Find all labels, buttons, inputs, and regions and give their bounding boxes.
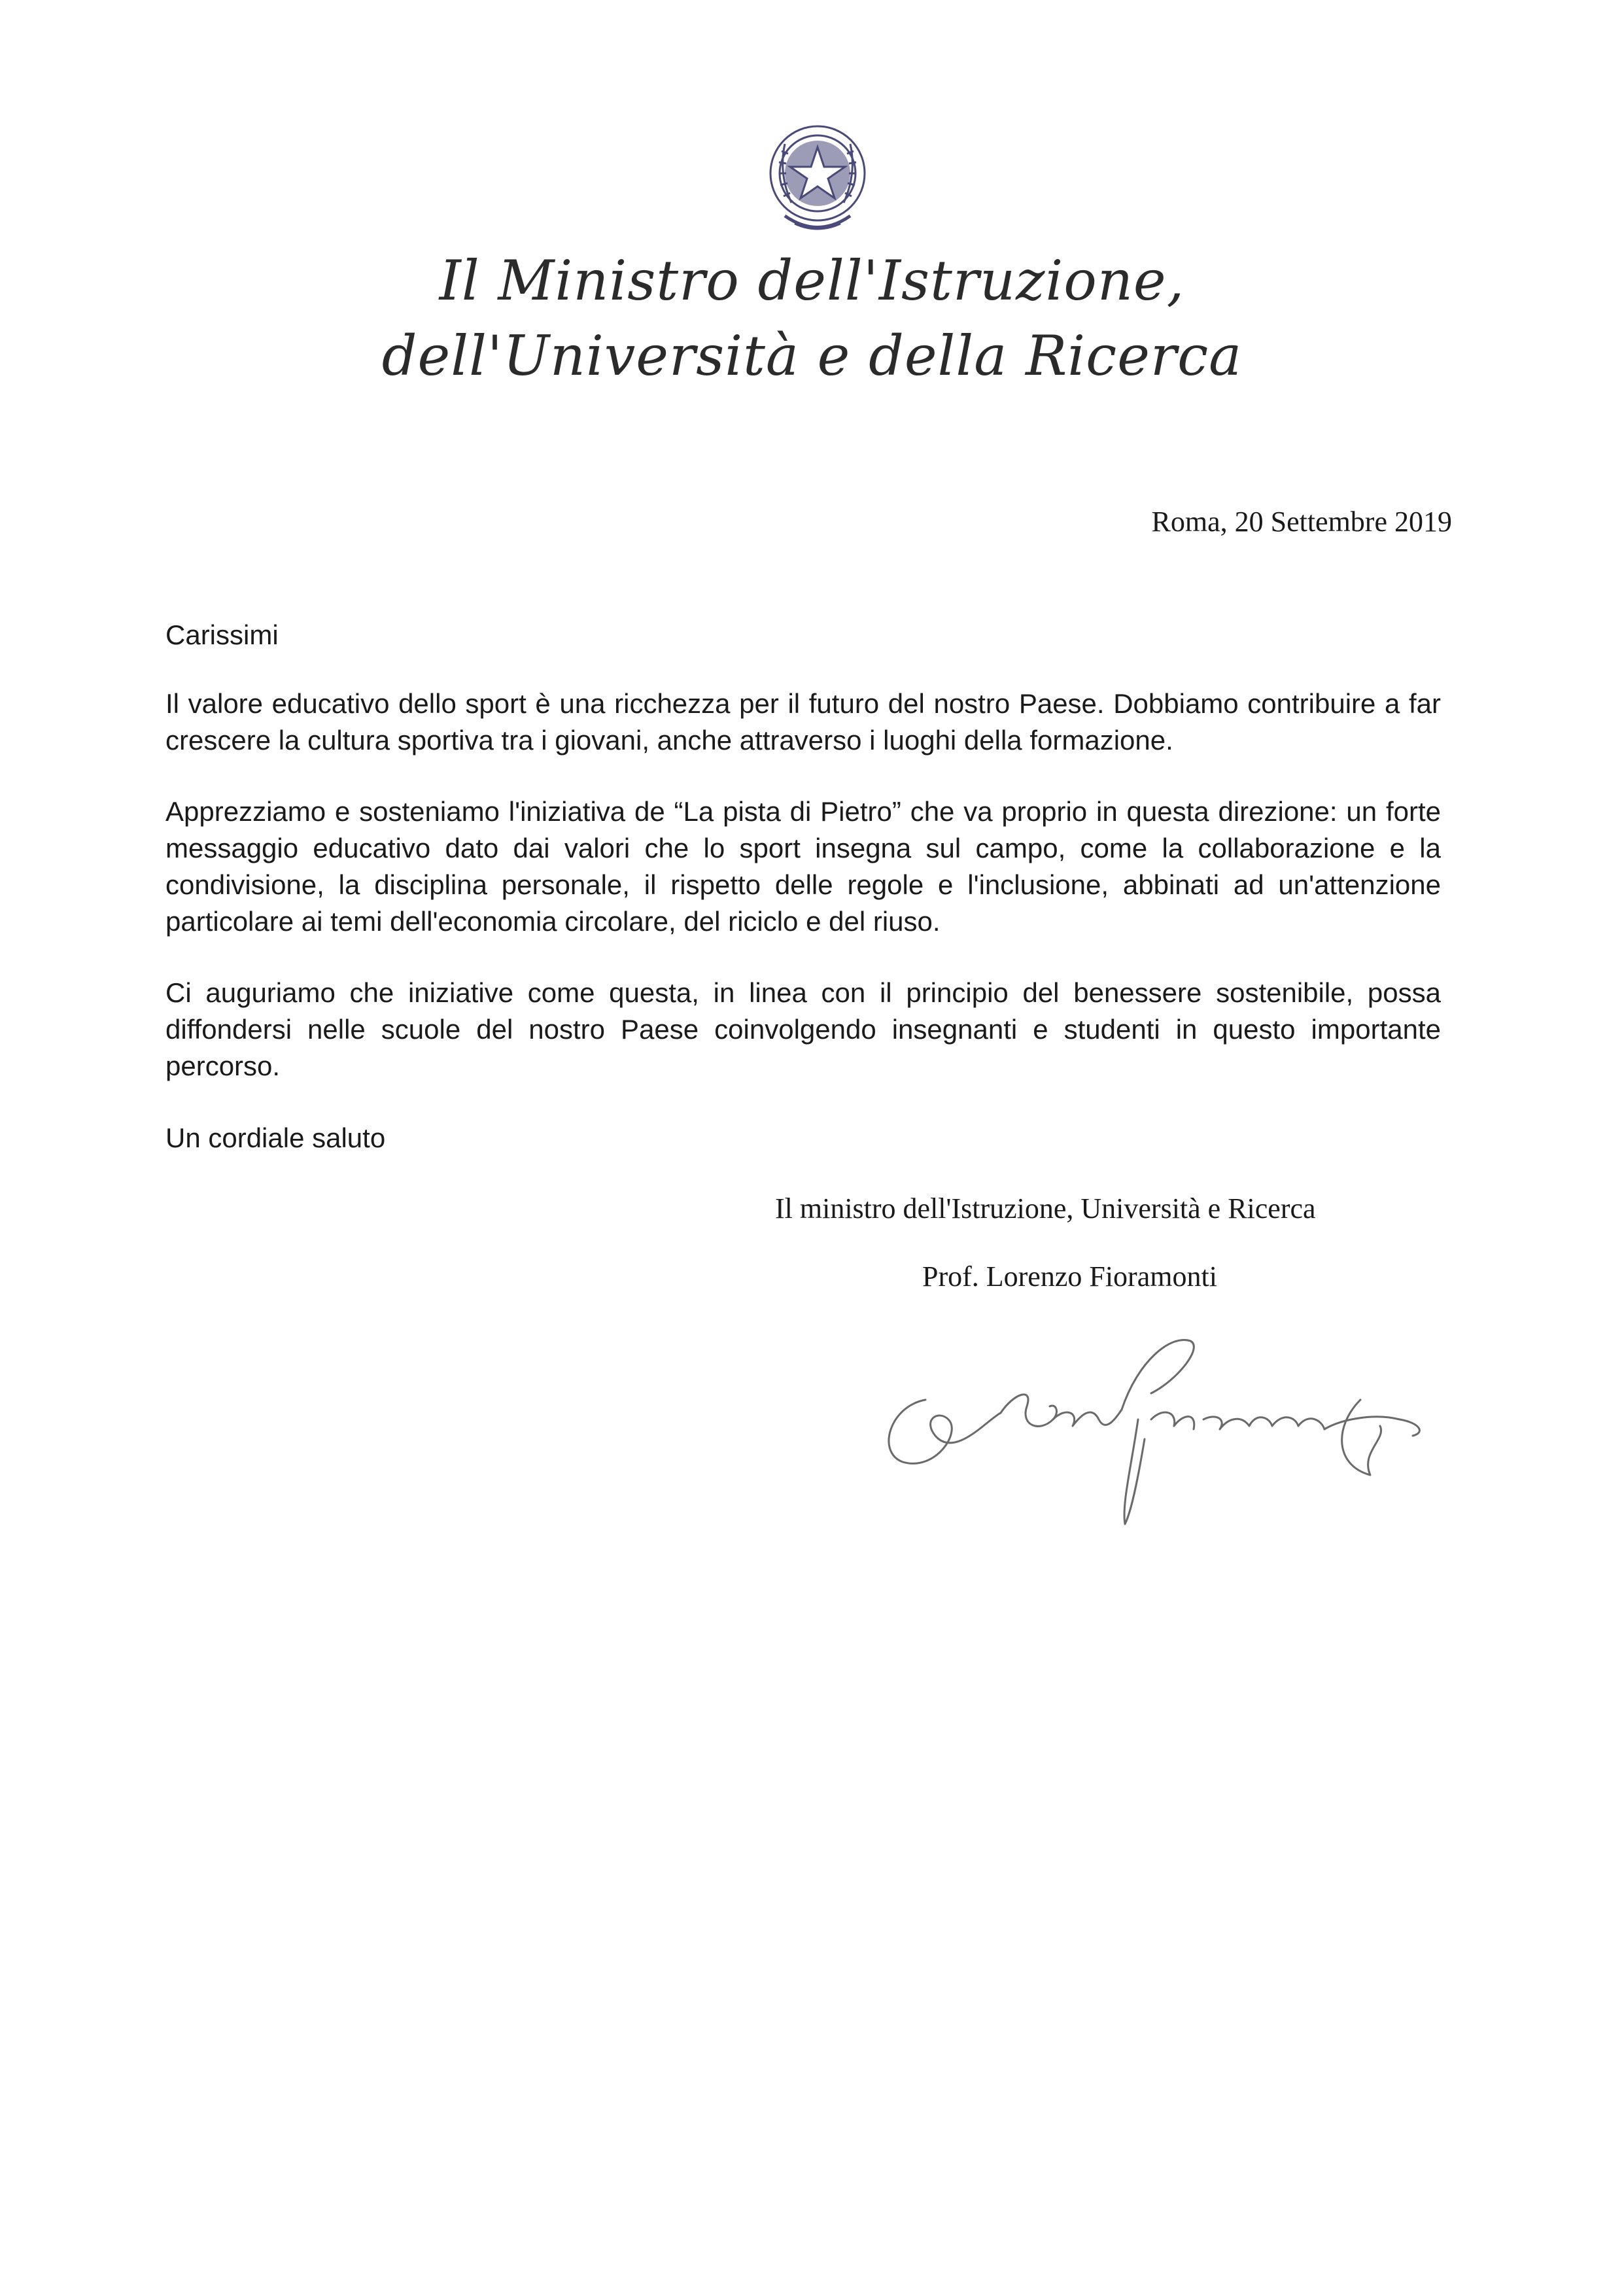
ministry-title-line2: dell'Università e della Ricerca xyxy=(381,324,1243,388)
signatory-name: Prof. Lorenzo Fioramonti xyxy=(922,1260,1217,1293)
ministry-title-line1: Il Ministro dell'Istruzione, xyxy=(439,249,1185,313)
closing: Un cordiale saluto xyxy=(165,1122,386,1153)
letter-date: Roma, 20 Settembre 2019 xyxy=(1151,506,1452,538)
paragraph-3: Ci auguriamo che iniziative come questa, in linea con il principio del benessere sostenibile, possa diffondersi nelle scuole del nostro Paese coinvolgendo insegnanti e studenti in questo importante percorso. xyxy=(165,977,1441,1081)
paragraph-2: Apprezziamo e sosteniamo l'iniziativa de “La pista di Pietro” che va proprio in questa direzione: un forte messaggio educativo dato dai valori che lo sport insegna sul campo, come la collaborazione e la condivisione, la disciplina personale, il rispetto delle regole e l'inclusione, abbinati ad un'attenzione particolare ai temi dell'economia circolare, del riciclo e del riuso. xyxy=(165,796,1441,937)
handwritten-signature xyxy=(863,1321,1439,1537)
paragraph-1: Il valore educativo dello sport è una ricchezza per il futuro del nostro Paese. Dobbiamo contribuire a far crescere la cultura sportiva tra i giovani, anche attraverso i luoghi della formazione. xyxy=(165,688,1441,755)
italian-republic-emblem-icon xyxy=(759,118,876,242)
salutation: Carissimi xyxy=(165,619,279,650)
signatory-role: Il ministro dell'Istruzione, Università e Ricerca xyxy=(775,1192,1316,1224)
